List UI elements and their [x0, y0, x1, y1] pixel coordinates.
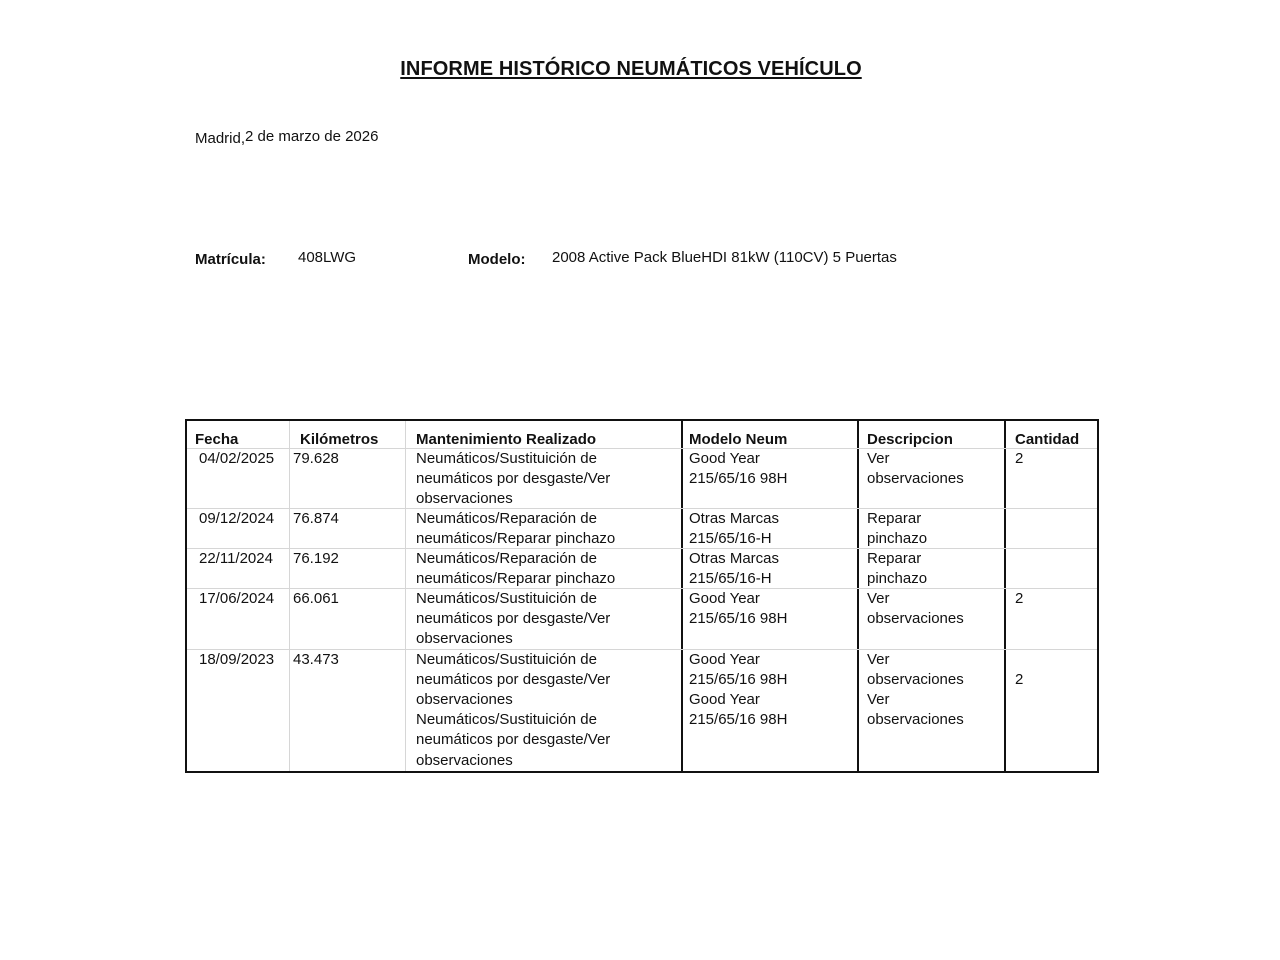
cell-mantenimiento: observaciones: [416, 630, 513, 648]
cell-descripcion: observaciones: [867, 711, 964, 729]
cell-descripcion: Ver: [867, 691, 890, 709]
cell-fecha: 04/02/2025: [199, 450, 275, 467]
report-city: Madrid,: [195, 130, 246, 147]
cell-modelo-neum: 215/65/16-H: [689, 570, 772, 588]
model-label: Modelo:: [468, 251, 526, 268]
cell-descripcion: Reparar: [867, 550, 922, 567]
cell-modelo-neum: 215/65/16 98H: [689, 711, 788, 729]
cell-modelo-neum: Good Year: [689, 691, 760, 709]
cell-descripcion: Ver: [867, 590, 890, 607]
report-date: 2 de marzo de 2026: [245, 128, 379, 145]
cell-fecha: 18/09/2023: [199, 651, 275, 668]
cell-modelo-neum: Good Year: [689, 651, 760, 668]
cell-mantenimiento: observaciones: [416, 490, 513, 508]
cell-descripcion: pinchazo: [867, 570, 928, 588]
cell-fecha: 22/11/2024: [199, 550, 273, 567]
cell-cantidad: 2: [1015, 450, 1024, 467]
cell-descripcion: observaciones: [867, 470, 964, 488]
cell-descripcion: Ver: [867, 450, 890, 467]
cell-mantenimiento: Neumáticos/Sustituición de: [416, 651, 597, 668]
column-divider: [857, 421, 859, 771]
header-mantenimiento: Mantenimiento Realizado: [416, 431, 597, 448]
model-value: 2008 Active Pack BlueHDI 81kW (110CV) 5 Puertas: [552, 249, 897, 266]
cell-mantenimiento: neumáticos por desgaste/Ver: [416, 731, 611, 749]
header-cantidad: Cantidad: [1015, 431, 1080, 448]
cell-modelo-neum: Good Year: [689, 590, 760, 607]
cell-modelo-neum: 215/65/16 98H: [689, 671, 788, 689]
cell-mantenimiento: observaciones: [416, 691, 513, 709]
cell-mantenimiento: observaciones: [416, 751, 513, 769]
cell-cantidad: 2: [1015, 590, 1024, 607]
cell-kilometros: 76.192: [293, 550, 339, 567]
plate-value: 408LWG: [298, 249, 357, 266]
cell-mantenimiento: neumáticos por desgaste/Ver: [416, 610, 611, 628]
cell-fecha: 09/12/2024: [199, 510, 275, 527]
cell-kilometros: 66.061: [293, 590, 339, 607]
cell-descripcion: observaciones: [867, 671, 964, 689]
tire-history-table: [185, 419, 1099, 773]
header-modelo-neum: Modelo Neum: [689, 431, 788, 448]
cell-modelo-neum: 215/65/16 98H: [689, 610, 788, 628]
column-divider: [1004, 421, 1006, 771]
cell-mantenimiento: Neumáticos/Reparación de: [416, 550, 597, 567]
cell-modelo-neum: Otras Marcas: [689, 510, 780, 527]
column-divider: [681, 421, 683, 771]
cell-fecha: 17/06/2024: [199, 590, 275, 607]
header-kilometros: Kilómetros: [300, 431, 379, 448]
cell-kilometros: 79.628: [293, 450, 339, 467]
report-title: INFORME HISTÓRICO NEUMÁTICOS VEHÍCULO: [400, 58, 862, 80]
cell-cantidad: 2: [1015, 671, 1024, 689]
cell-mantenimiento: neumáticos/Reparar pinchazo: [416, 570, 616, 588]
cell-mantenimiento: Neumáticos/Reparación de: [416, 510, 597, 527]
cell-mantenimiento: Neumáticos/Sustituición de: [416, 711, 597, 729]
column-divider: [405, 421, 406, 771]
cell-mantenimiento: neumáticos por desgaste/Ver: [416, 671, 611, 689]
header-fecha: Fecha: [195, 431, 239, 448]
cell-kilometros: 43.473: [293, 651, 339, 668]
cell-mantenimiento: Neumáticos/Sustituición de: [416, 590, 597, 607]
cell-descripcion: pinchazo: [867, 530, 928, 548]
report-date-line: [195, 128, 378, 145]
plate-label: Matrícula:: [195, 251, 266, 268]
cell-modelo-neum: Otras Marcas: [689, 550, 780, 567]
column-divider: [289, 421, 290, 771]
cell-modelo-neum: Good Year: [689, 450, 760, 467]
cell-modelo-neum: 215/65/16-H: [689, 530, 772, 548]
cell-modelo-neum: 215/65/16 98H: [689, 470, 788, 488]
cell-descripcion: Reparar: [867, 510, 922, 527]
cell-descripcion: observaciones: [867, 610, 964, 628]
cell-kilometros: 76.874: [293, 510, 339, 527]
cell-mantenimiento: neumáticos/Reparar pinchazo: [416, 530, 616, 548]
cell-mantenimiento: neumáticos por desgaste/Ver: [416, 470, 611, 488]
cell-descripcion: Ver: [867, 651, 890, 668]
header-descripcion: Descripcion: [867, 431, 953, 448]
cell-mantenimiento: Neumáticos/Sustituición de: [416, 450, 597, 467]
